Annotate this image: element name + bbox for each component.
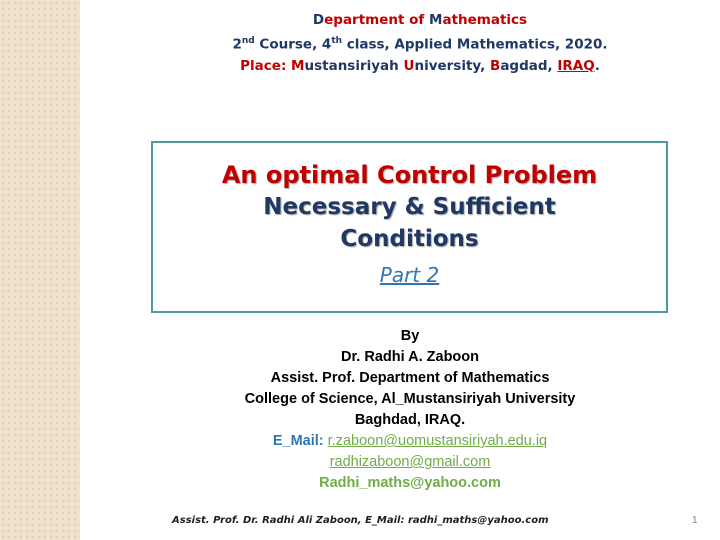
- email-label: E_Mail:: [272, 433, 324, 449]
- header-initial-d: D: [312, 12, 325, 28]
- header-department-text: epartment of: [324, 12, 430, 28]
- footer-text: Assist. Prof. Dr. Radhi Ali Zaboon, E_Mail: radhi_maths@yahoo.com: [172, 515, 549, 526]
- header: [160, 10, 680, 77]
- by-label: By: [400, 328, 420, 344]
- title-line-3: Conditions: [340, 226, 479, 252]
- title-line-2: Necessary & Sufficient: [263, 194, 556, 220]
- place-mustansiriyah: ustansiriyah: [304, 57, 404, 74]
- header-mathematics-text: athematics: [442, 12, 528, 28]
- place-baghdad: agdad,: [500, 57, 558, 74]
- page-number: 1: [692, 515, 698, 526]
- author-city: Baghdad, IRAQ.: [354, 412, 466, 428]
- place-initial-m: M: [291, 57, 305, 74]
- course-text: Course, 4: [254, 36, 332, 53]
- class-text: class, Applied Mathematics, 2020.: [342, 36, 608, 53]
- email-link-2[interactable]: radhizaboon@gmail.com: [329, 454, 491, 470]
- author-name: Dr. Radhi A. Zaboon: [340, 349, 480, 365]
- email-line: [160, 431, 660, 452]
- decorative-side-strip: [0, 0, 80, 540]
- header-course-line: [160, 31, 680, 56]
- place-period: .: [594, 57, 600, 74]
- place-iraq: IRAQ: [557, 57, 595, 74]
- place-initial-b: B: [490, 57, 501, 74]
- course-number: 2: [232, 36, 242, 53]
- part-label: Part 2: [379, 263, 440, 287]
- author-block: [160, 326, 660, 494]
- author-college: College of Science, Al_Mustansiriyah University: [244, 391, 576, 407]
- author-position: Assist. Prof. Department of Mathematics: [270, 370, 550, 386]
- place-university: niversity,: [414, 57, 491, 74]
- class-suffix: th: [331, 36, 343, 46]
- title-box: [151, 141, 668, 313]
- place-initial-u: U: [403, 57, 415, 74]
- header-initial-m: M: [429, 12, 443, 28]
- header-department-line: [160, 10, 680, 31]
- title-line-1: An optimal Control Problem: [221, 161, 598, 189]
- course-suffix: nd: [241, 36, 255, 46]
- place-label: Place:: [240, 57, 292, 74]
- email-3: Radhi_maths@yahoo.com: [319, 475, 501, 491]
- email-link-1[interactable]: r.zaboon@uomustansiriyah.edu.iq: [327, 433, 548, 449]
- header-place-line: [160, 56, 680, 77]
